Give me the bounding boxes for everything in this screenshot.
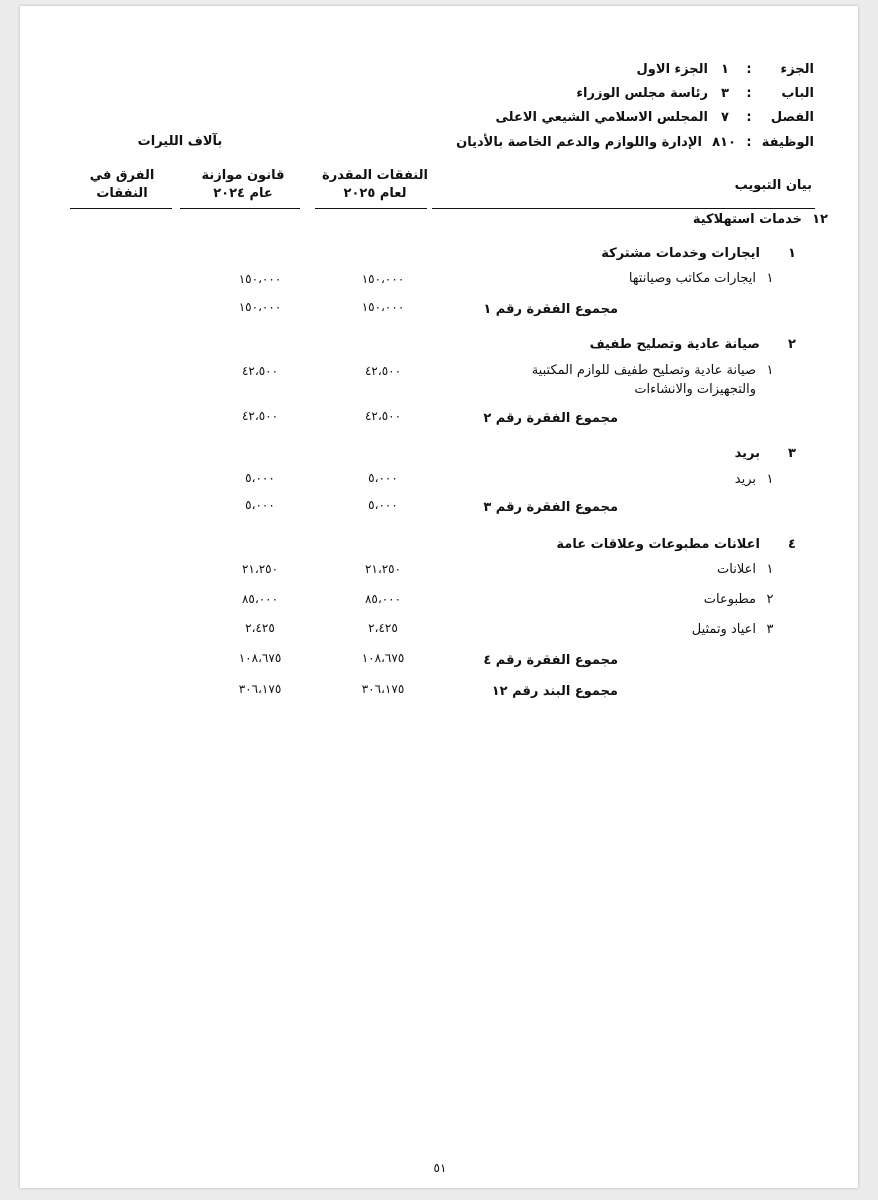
item-estimate-value: ٢١،٢٥٠ xyxy=(364,562,402,576)
item-law-value: ٥،٠٠٠ xyxy=(245,471,275,485)
header-sep: : xyxy=(746,62,752,77)
section-title: خدمات استهلاكية xyxy=(692,212,802,227)
item-code: ١ xyxy=(766,363,774,378)
header-code-function: ٨١٠ xyxy=(712,135,736,150)
item-code: ٢ xyxy=(766,592,774,607)
header-name-section: المجلس الاسلامي الشيعي الاعلى xyxy=(495,110,708,125)
group-total-law: ١٥٠،٠٠٠ xyxy=(238,300,282,314)
column-header-estimate-line1: النفقات المقدرة xyxy=(322,168,428,183)
group-total-law: ٤٢،٥٠٠ xyxy=(241,409,279,423)
item-estimate-value: ٨٥،٠٠٠ xyxy=(364,592,402,606)
column-header-description: بيان التبويب xyxy=(734,178,812,193)
item-label: بريد xyxy=(734,472,756,487)
group-total-estimate: ٤٢،٥٠٠ xyxy=(364,409,402,423)
header-sep: : xyxy=(746,135,752,150)
group-total-label: مجموع الفقرة رقم ١ xyxy=(483,302,618,317)
group-total-estimate: ١٥٠،٠٠٠ xyxy=(361,300,405,314)
column-header-diff-line2: النفقات xyxy=(96,186,148,201)
header-sep: : xyxy=(746,86,752,101)
column-header-law-line1: قانون موازنة xyxy=(201,168,285,183)
header-name-part: الجزء الاول xyxy=(636,62,708,77)
item-code: ١ xyxy=(766,472,774,487)
section-total-label: مجموع البند رقم ١٢ xyxy=(491,684,618,699)
group-code: ٢ xyxy=(788,337,796,352)
page-number: ٥١ xyxy=(433,1161,447,1175)
header-code-chapter: ٣ xyxy=(721,86,729,101)
item-estimate-value: ١٥٠،٠٠٠ xyxy=(361,272,405,286)
header-underline-diff xyxy=(70,208,172,209)
group-total-estimate: ٥،٠٠٠ xyxy=(368,498,398,512)
header-sep: : xyxy=(746,110,752,125)
header-code-section: ٧ xyxy=(721,110,729,125)
section-total-law: ٣٠٦،١٧٥ xyxy=(238,682,282,696)
header-label-section: الفصل xyxy=(770,110,814,125)
item-label: اعياد وتمثيل xyxy=(691,622,756,637)
group-total-law: ١٠٨،٦٧٥ xyxy=(238,651,282,665)
document-page xyxy=(20,6,858,1188)
item-label: صيانة عادية وتصليح طفيف للوازم المكتبية xyxy=(531,363,756,378)
group-total-label: مجموع الفقرة رقم ٣ xyxy=(483,500,618,515)
item-label: مطبوعات xyxy=(703,592,756,607)
column-header-diff-line1: الفرق في xyxy=(89,168,155,183)
item-code: ١ xyxy=(766,271,774,286)
section-code: ١٢ xyxy=(812,212,828,227)
item-estimate-value: ٥،٠٠٠ xyxy=(368,471,398,485)
header-label-part: الجزء xyxy=(780,62,814,77)
item-code: ١ xyxy=(766,562,774,577)
column-header-law-line2: عام ٢٠٢٤ xyxy=(213,186,273,201)
column-header-estimate-line2: لعام ٢٠٢٥ xyxy=(343,186,407,201)
section-total-estimate: ٣٠٦،١٧٥ xyxy=(361,682,405,696)
item-law-value: ٨٥،٠٠٠ xyxy=(241,592,279,606)
header-underline-description xyxy=(432,208,815,209)
header-code-part: ١ xyxy=(721,62,729,77)
group-code: ٤ xyxy=(788,537,796,552)
currency-unit: بآلاف الليرات xyxy=(137,134,223,149)
item-law-value: ٤٢،٥٠٠ xyxy=(241,364,279,378)
item-law-value: ١٥٠،٠٠٠ xyxy=(238,272,282,286)
item-label-continued: والتجهيزات والانشاءات xyxy=(634,382,756,397)
group-title: صيانة عادية وتصليح طفيف xyxy=(589,337,760,352)
group-total-estimate: ١٠٨،٦٧٥ xyxy=(361,651,405,665)
header-underline-law xyxy=(180,208,300,209)
group-title: ايجارات وخدمات مشتركة xyxy=(601,246,760,261)
header-label-function: الوظيفة xyxy=(761,135,814,150)
header-underline-estimate xyxy=(315,208,427,209)
header-name-chapter: رئاسة مجلس الوزراء xyxy=(576,86,708,101)
item-estimate-value: ٢،٤٢٥ xyxy=(368,621,398,635)
group-title: اعلانات مطبوعات وعلاقات عامة xyxy=(556,537,760,552)
group-total-law: ٥،٠٠٠ xyxy=(245,498,275,512)
item-law-value: ٢١،٢٥٠ xyxy=(241,562,279,576)
group-code: ٣ xyxy=(788,446,796,461)
item-code: ٣ xyxy=(766,622,774,637)
group-title: بريد xyxy=(734,446,760,461)
item-estimate-value: ٤٢،٥٠٠ xyxy=(364,364,402,378)
group-total-label: مجموع الفقرة رقم ٤ xyxy=(483,653,618,668)
group-code: ١ xyxy=(788,246,796,261)
item-label: ايجارات مكاتب وصيانتها xyxy=(628,271,756,286)
item-law-value: ٢،٤٢٥ xyxy=(245,621,275,635)
header-label-chapter: الباب xyxy=(781,86,814,101)
group-total-label: مجموع الفقرة رقم ٢ xyxy=(483,411,618,426)
item-label: اعلانات xyxy=(717,562,756,577)
header-name-function: الإدارة واللوازم والدعم الخاصة بالأديان xyxy=(456,135,702,150)
